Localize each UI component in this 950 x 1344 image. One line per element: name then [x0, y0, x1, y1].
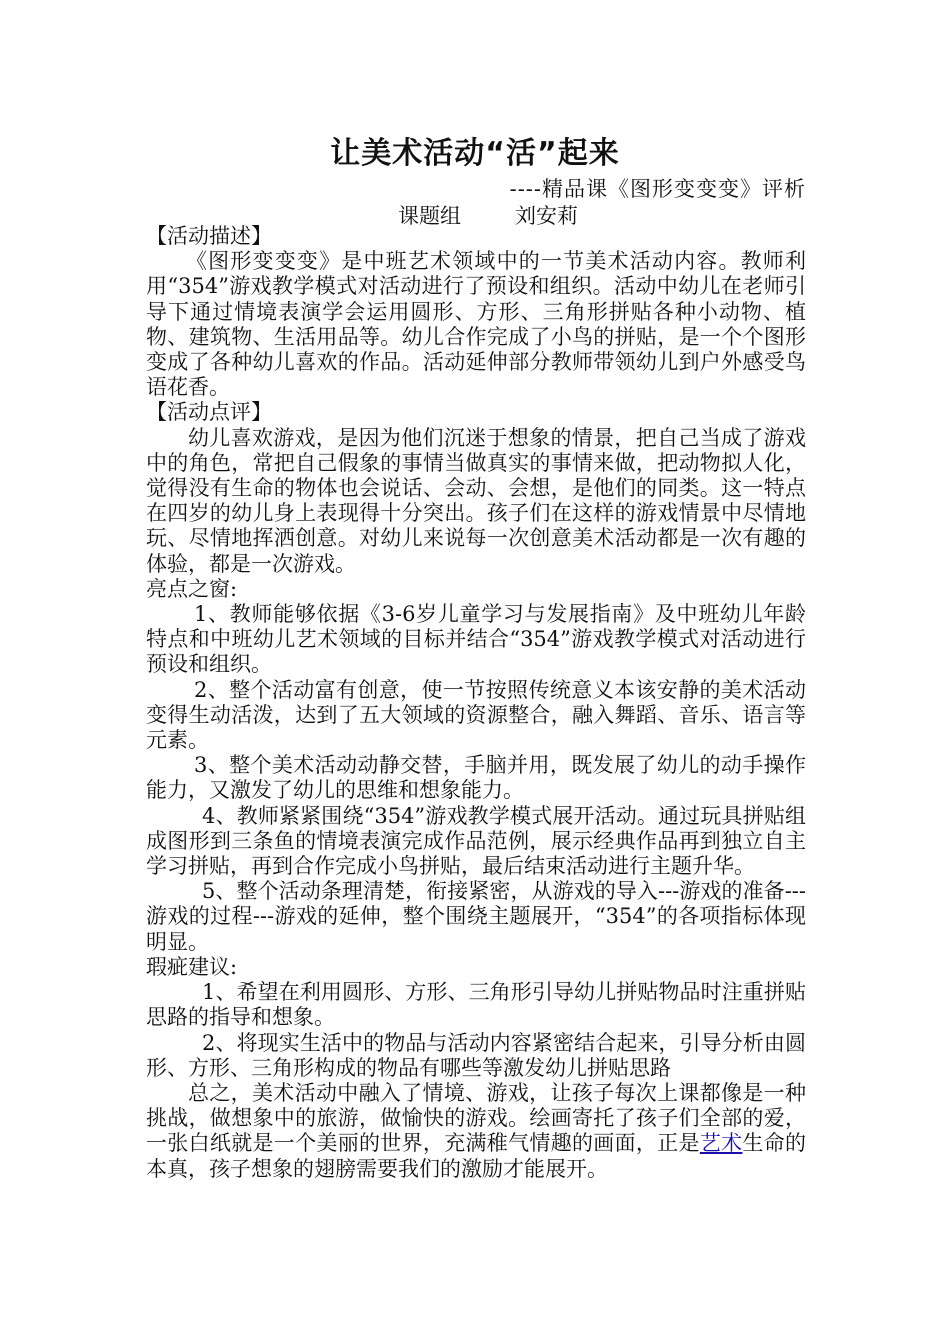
- document-subtitle: ----精品课《图形变变变》评析: [509, 177, 806, 201]
- author-group: 课题组: [398, 204, 461, 228]
- description-heading: 【活动描述】: [146, 224, 272, 248]
- highlights-heading: 亮点之窗:: [146, 576, 238, 601]
- document-body: [146, 224, 806, 1182]
- conclusion-paragraph: [146, 1081, 806, 1182]
- art-link[interactable]: 艺术: [699, 1131, 743, 1156]
- highlight-item: 4、教师紧紧围绕“354”游戏教学模式展开活动。通过玩具拼贴组成图形到三条鱼的情境表演完成作品范例，展示经典作品再到独立自主学习拼贴，再到合作完成小鸟拼贴，最后结束活动进行主题升华。: [146, 803, 806, 879]
- highlight-item: 1、教师能够依据《3-6岁儿童学习与发展指南》及中班幼儿年龄特点和中班幼儿艺术领域的目标并结合“354”游戏教学模式对活动进行预设和组织。: [146, 602, 806, 677]
- review-paragraph: 幼儿喜欢游戏，是因为他们沉迷于想象的情景，把自己当成了游戏中的角色，常把自己假象的事情当做真实的事情来做，把动物拟人化，觉得没有生命的物体也会说话、会动、会想，是他们的同类。这一特点在四岁的幼儿身上表现得十分突出。孩子们在这样的游戏情景中尽情地玩、尽情地挥洒创意。对幼儿来说每一次创意美术活动都是一次有趣的体验，都是一次游戏。: [146, 425, 806, 576]
- highlight-item: 2、整个活动富有创意，使一节按照传统意义本该安静的美术活动变得生动活泼，达到了五大领域的资源整合，融入舞蹈、音乐、语言等元素。: [146, 677, 806, 753]
- highlight-item: 3、整个美术活动动静交替，手脑并用，既发展了幼儿的动手操作能力，又激发了幼儿的思维和想象能力。: [146, 753, 806, 803]
- highlight-item: 5、整个活动条理清楚，衔接紧密，从游戏的导入---游戏的准备---游戏的过程---游戏的延伸，整个围绕主题展开，“354”的各项指标体现明显。: [146, 879, 806, 954]
- conclusion-text-start: 总之，美术活动中融入了情境、游戏，让孩子每次上课都像是一种挑战，做想象中的旅游，做愉快的游戏。绘画寄托了孩子们全部的爱，一张白纸就是一个美丽的世界，充满稚气情趣的画面，正是: [146, 1080, 806, 1156]
- suggestion-item: 1、希望在利用圆形、方形、三角形引导幼儿拼贴物品时注重拼贴思路的指导和想象。: [146, 980, 806, 1030]
- author-name: 刘安莉: [515, 204, 578, 228]
- description-paragraph: 《图形变变变》是中班艺术领域中的一节美术活动内容。教师利用“354”游戏教学模式对活动进行了预设和组织。活动中幼儿在老师引导下通过情境表演学会运用圆形、方形、三角形拼贴各种小动物、植物、建筑物、生活用品等。幼儿合作完成了小鸟的拼贴，是一个个图形变成了各种幼儿喜欢的作品。活动延伸部分教师带领幼儿到户外感受鸟语花香。: [146, 249, 806, 400]
- document-title: 让美术活动“活”起来: [330, 136, 620, 171]
- suggestions-heading: 瑕疵建议:: [146, 954, 238, 979]
- suggestion-item: 2、将现实生活中的物品与活动内容紧密结合起来，引导分析由圆形、方形、三角形构成的物品有哪些等激发幼儿拼贴思路: [146, 1030, 806, 1080]
- review-heading: 【活动点评】: [146, 400, 272, 425]
- conclusion-text-end: 生命的本真，孩子想象的翅膀需要我们的激励才能展开。: [146, 1131, 807, 1181]
